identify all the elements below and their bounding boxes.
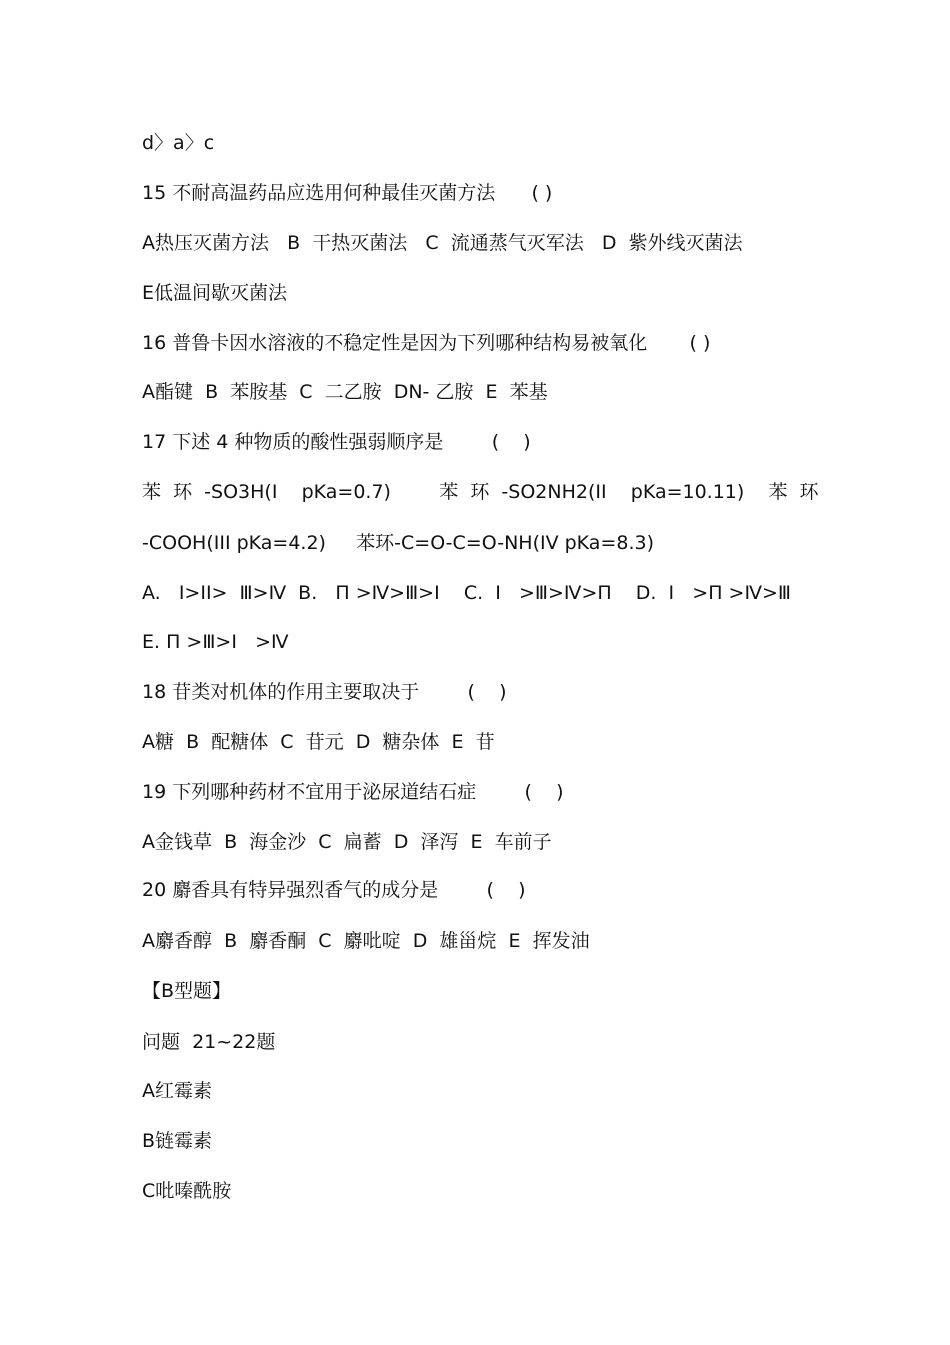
option-b-streptomycin: B链霉素: [142, 1130, 213, 1152]
question-15-option-e: E低温间歇灭菌法: [142, 282, 288, 304]
question-group-21-22: 问题 21~22题: [142, 1031, 276, 1053]
question-16: 16 普鲁卡因水溶液的不稳定性是因为下列哪种结构易被氧化 ( ): [142, 332, 711, 354]
question-18: 18 苷类对机体的作用主要取决于 ( ): [142, 681, 507, 703]
option-c-pyrazinamide: C吡嗪酰胺: [142, 1180, 232, 1202]
question-15: 15 不耐高温药品应选用何种最佳灭菌方法 ( ): [142, 182, 553, 204]
question-18-options: A糖 B 配糖体 C 苷元 D 糖杂体 E 苷: [142, 731, 495, 753]
option-a-erythromycin: A红霉素: [142, 1080, 212, 1102]
question-15-options: A热压灭菌方法 B 干热灭菌法 C 流通蒸气灭军法 D 紫外线灭菌法: [142, 232, 743, 254]
question-17-compounds-line-2: -COOH(III pKa=4.2) 苯环-C=O-C=O-NH(IV pKa=8.3): [142, 532, 654, 554]
question-17-option-e: E. Π >Ⅲ>I >Ⅳ: [142, 631, 289, 653]
question-19-options: A金钱草 B 海金沙 C 扁蓄 D 泽泻 E 车前子: [142, 831, 552, 853]
text-line-answer-order: d〉a〉c: [142, 132, 215, 154]
question-19: 19 下列哪种药材不宜用于泌尿道结石症 ( ): [142, 781, 564, 803]
question-16-options: A酯键 B 苯胺基 C 二乙胺 DN- 乙胺 E 苯基: [142, 381, 548, 403]
question-17-compounds-line-1: 苯 环 -SO3H(I pKa=0.7) 苯 环 -SO2NH2(II pKa=10.11) 苯 环: [142, 481, 819, 503]
question-17: 17 下述 4 种物质的酸性强弱顺序是 ( ): [142, 431, 531, 453]
section-heading-b-type: 【B型题】: [142, 980, 232, 1002]
question-17-options: A. I>II> Ⅲ>Ⅳ B. Π >Ⅳ>Ⅲ>I C. I >Ⅲ>Ⅳ>Π D. I >Π >Ⅳ>Ⅲ: [142, 582, 791, 604]
question-20: 20 麝香具有特异强烈香气的成分是 ( ): [142, 879, 526, 901]
question-20-options: A麝香醇 B 麝香酮 C 麝吡啶 D 雄甾烷 E 挥发油: [142, 930, 590, 952]
